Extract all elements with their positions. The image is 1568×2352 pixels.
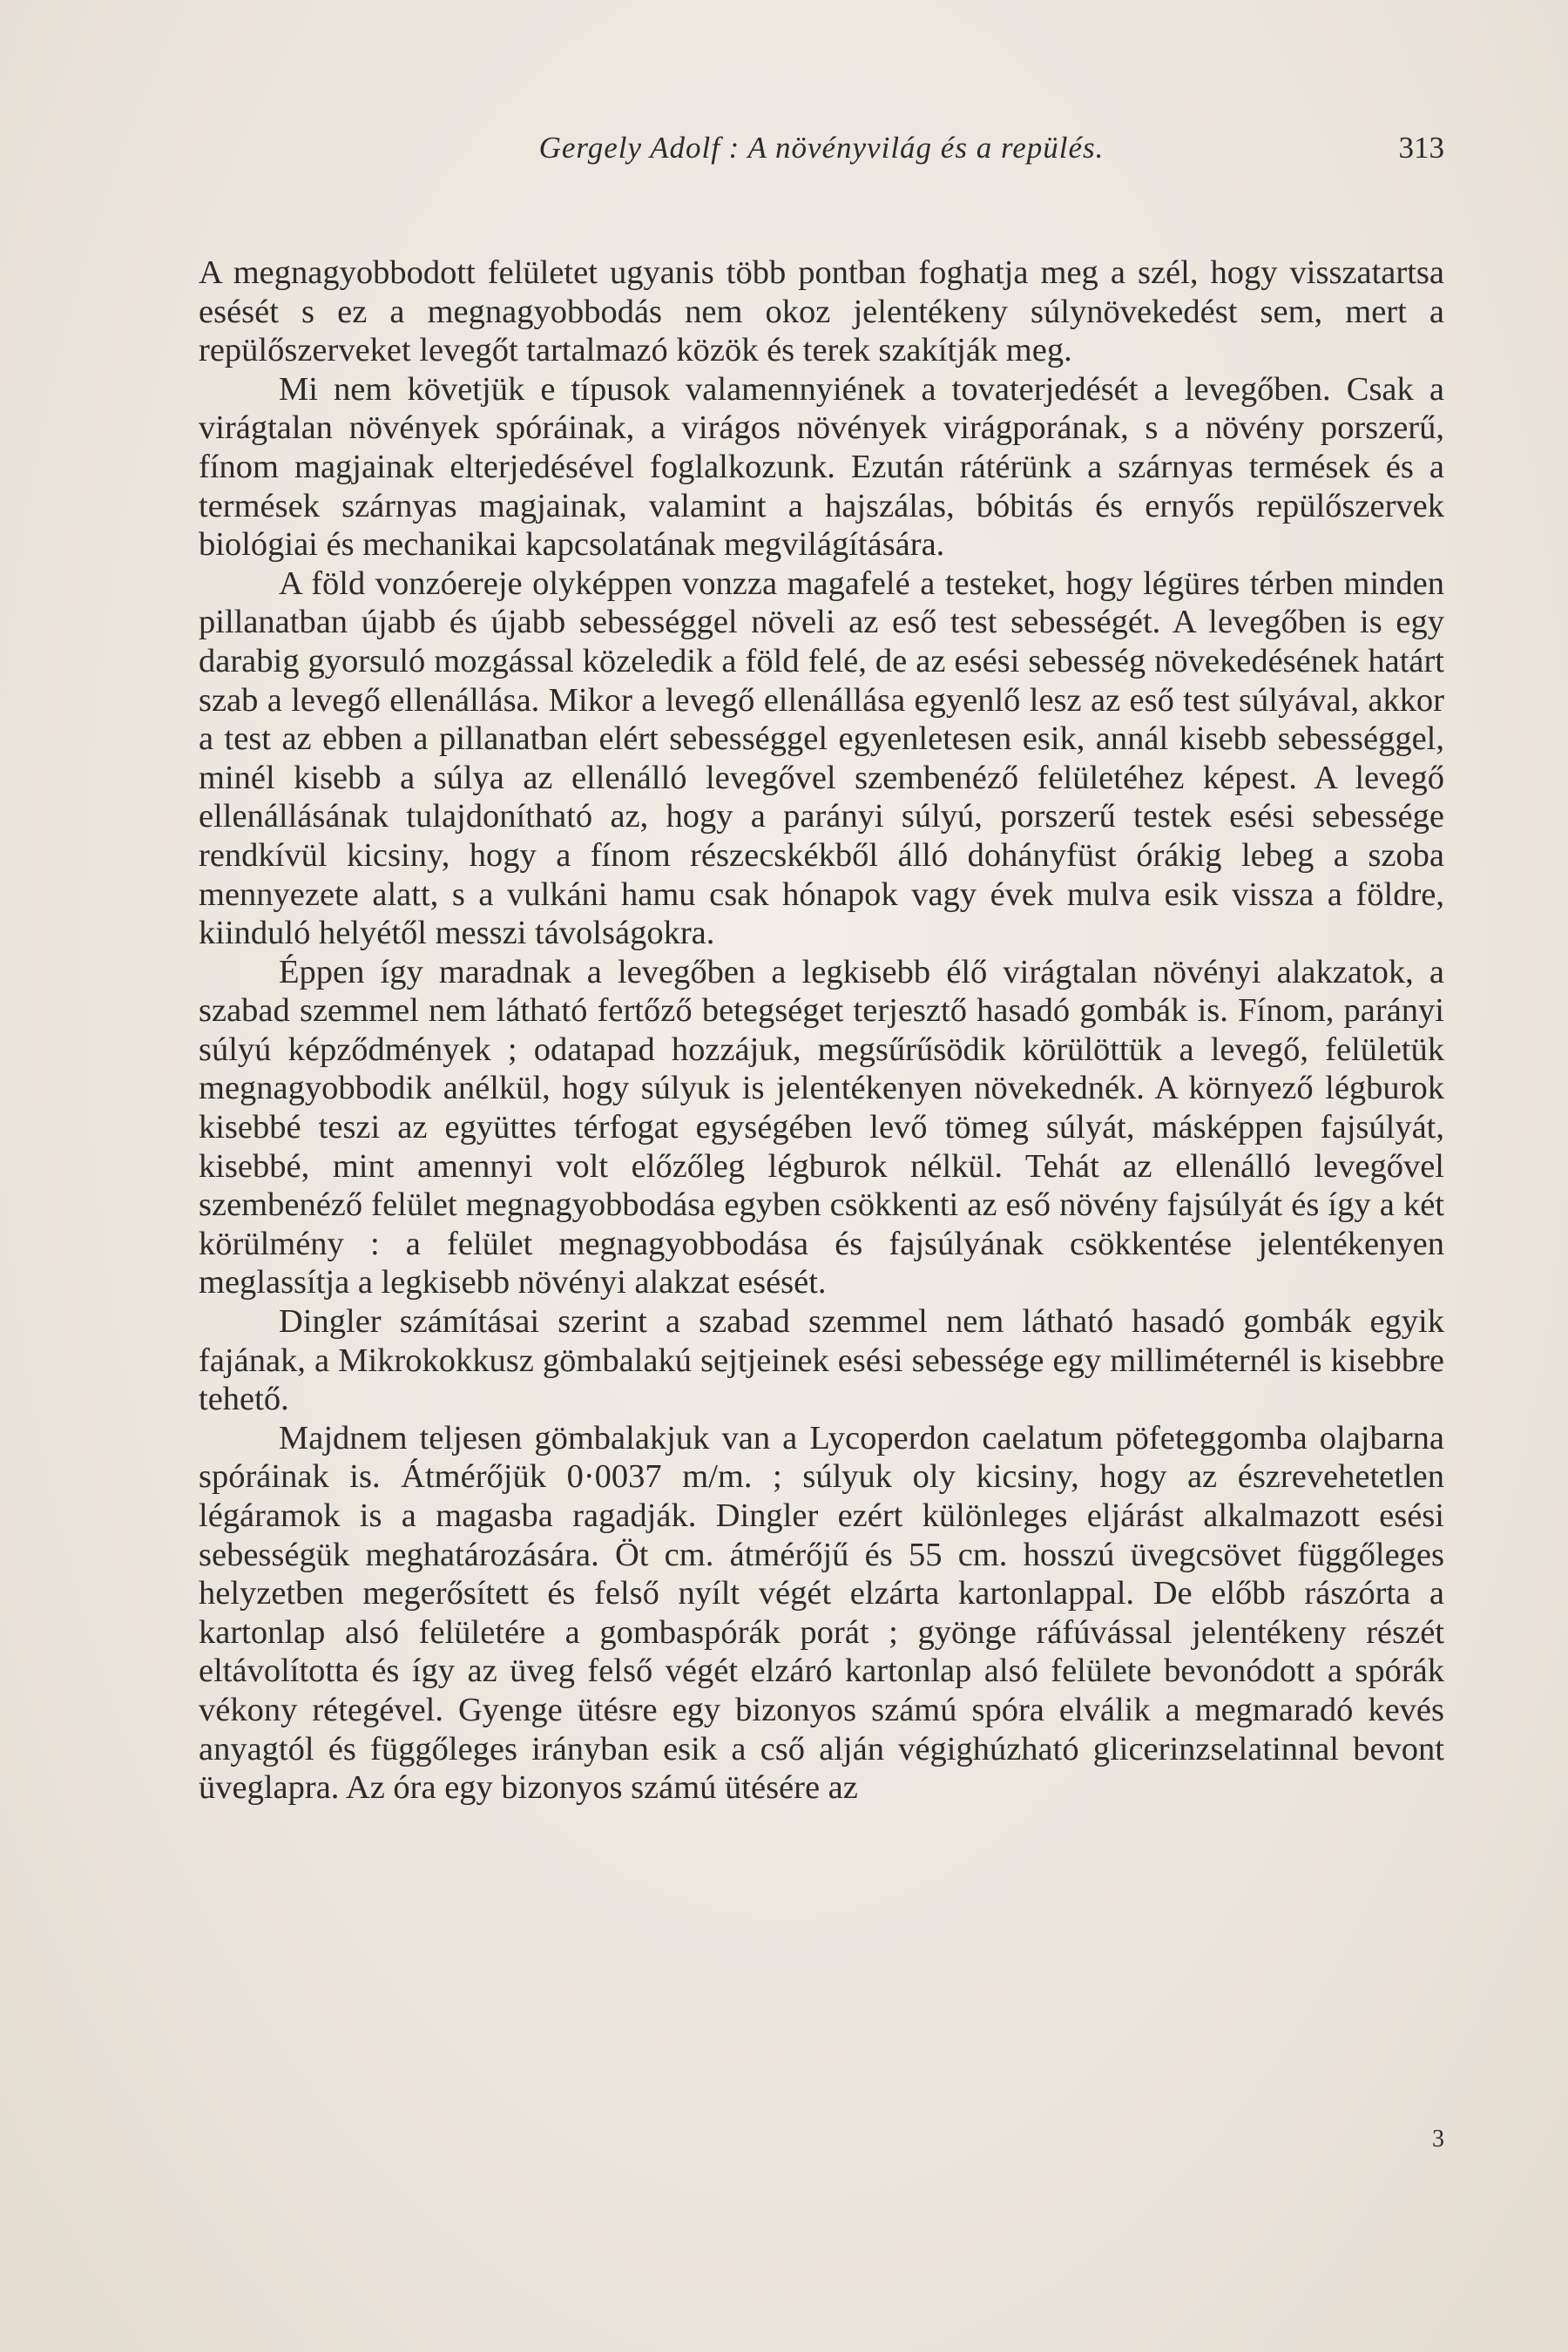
page-number: 313 (1398, 131, 1444, 165)
paragraph-3: A föld vonzóereje olyképpen vonzza magafelé a testeket, hogy légüres térben minden pillanatban újabb és újabb sebességgel növeli az eső test sebességét. A levegőben is egy darabig gyorsuló mozgással közeledik a föld felé, de az esési sebesség növekedésének határt szab a levegő ellenállása. Mikor a levegő ellenállása egyenlő lesz az eső test súlyával, akkor a test az ebben a pillanatban elért sebességgel egyenletesen esik, annál kisebb sebességgel, minél kisebb a súlya az ellenálló levegővel szembenéző felületéhez képest. A levegő ellenállásának tulajdonítható az, hogy a parányi súlyú, porszerű testek esési sebessége rendkívül kicsiny, hogy a fínom részecskékből álló dohányfüst órákig lebeg a szoba mennyezete alatt, s a vulkáni hamu csak hónapok vagy évek mulva esik vissza a földre, kiinduló helyétől messzi távolságokra. (199, 564, 1444, 952)
running-title: Gergely Adolf : A növényvilág és a repülés. (538, 131, 1105, 165)
signature-mark: 3 (1432, 2126, 1444, 2153)
paragraph-4: Éppen így maradnak a levegőben a legkisebb élő virágtalan növényi alakzatok, a szabad szemmel nem látható fertőző betegséget terjesztő hasadó gombák is. Fínom, parányi súlyú képződmények ; odatapad hozzájuk, megsűrűsödik körülöttük a levegő, felületük megnagyobbodik anélkül, hogy súlyuk is jelentékenyen növekednék. A környező légburok kisebbé teszi az együttes térfogat egységében levő tömeg súlyát, másképpen fajsúlyát, kisebbé, mint amennyi volt előzőleg légburok nélkül. Tehát az ellenálló levegővel szembenéző felület megnagyobbodása egyben csökkenti az eső növény fajsúlyát és így a két körülmény : a felület megnagyobbodása és fajsúlyának csökkentése jelentékenyen meglassítja a legkisebb növényi alakzat esését. (199, 953, 1444, 1301)
paragraph-6: Majdnem teljesen gömbalakjuk van a Lycoperdon caelatum pöfeteggomba olajbarna spóráinak is. Átmérőjük 0·0037 m/m. ; súlyuk oly kicsiny, hogy az észrevehetetlen légáramok is a magasba ragadják. Dingler ezért különleges eljárást alkalmazott esési sebességük meghatározására. Öt cm. átmérőjű és 55 cm. hosszú üvegcsövet függőleges helyzetben megerősített és felső nyílt végét elzárta kartonlappal. De előbb rászórta a kartonlap alsó felületére a gombaspórák porát ; gyönge ráfúvással jelentékeny részét eltávolította és így az üveg felső végét elzáró kartonlap alsó felülete bevonódott a spórák vékony rétegével. Gyenge ütésre egy bizonyos számú spóra elválik a megmaradó kevés anyagtól és függőleges irányban esik a cső alján végighúzható glicerinzselatinnal bevont üveglapra. Az óra egy bizonyos számú ütésére az (199, 1419, 1444, 1807)
paragraph-1: A megnagyobbodott felületet ugyanis több pontban foghatja meg a szél, hogy visszatartsa esését s ez a megnagyobbodás nem okoz jelentékeny súlynövekedést sem, mert a repülőszerveket levegőt tartalmazó közök és terek szakítják meg. (199, 254, 1444, 369)
paragraph-5: Dingler számításai szerint a szabad szemmel nem látható hasadó gombák egyik fajának, a Mikrokokkusz gömbalakú sejtjeinek esési sebessége egy milliméternél is kisebbre tehető. (199, 1303, 1444, 1418)
running-head (199, 131, 1444, 174)
body-text (199, 253, 1444, 1808)
paragraph-2: Mi nem követjük e típusok valamennyiének a tovaterjedését a levegőben. Csak a virágtalan növények spóráinak, a virágos növények virágporának, s a növény porszerű, fínom magjainak elterjedésével foglalkozunk. Ezután rátérünk a szárnyas termések és a termések szárnyas magjainak, valamint a hajszálas, bóbitás és ernyős repülőszervek biológiai és mechanikai kapcsolatának megvilágítására. (199, 370, 1444, 564)
